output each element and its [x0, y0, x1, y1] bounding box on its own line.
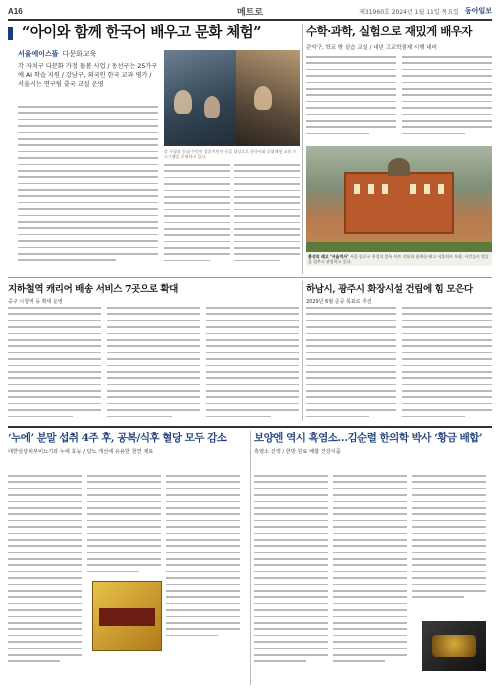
kicker-sub: 다문화교육 — [62, 50, 97, 58]
article-main-photo — [164, 50, 300, 146]
ad-silkworm-kicker: 대한임상피부비뇨기과 누에 효능 / 당뇨 개선에 유용한 천연 재료 — [8, 449, 154, 455]
article-hanam-headline: 하남시, 광주시 화장시설 건립에 힘 모은다 — [306, 284, 473, 295]
lego-station-photo — [306, 146, 492, 266]
section-title: 메트로 — [236, 7, 264, 18]
article-main-kicker — [18, 49, 96, 59]
article-hanam-kicker: 2029년 6월 준공 목표로 추진 — [306, 299, 372, 305]
lego-caption-text: 서울 종로구 홍성의 블록 아트 작품과 함께한 레고 서울역사 모형. 시민들이 발길을 멈추고 관람하고 있다. — [308, 253, 489, 264]
article-subway-body — [8, 307, 299, 422]
column-divider — [302, 281, 303, 421]
ad-silkworm — [8, 431, 246, 685]
article-subway-kicker: 중구 시청역 등 확대 운영 — [8, 299, 63, 305]
article-main-subhead: 각 자치구 다문화 가정 돌봄 사업 / 동선구는 25가구에 AI 학습 지원 / 강남구, 외국인 한국 교과 평가 / 서울시는 연구팀 출국 교실 운영 — [18, 63, 158, 88]
ad-section-divider — [8, 426, 492, 428]
article-main-caption: 각 구청과 동네 주민이 결혼이민자 등을 대상으로 한국어와 문화체험 교육 프로그램을 운영하고 있다. — [164, 149, 297, 160]
article-main-headline: “아이와 함께 한국어 배우고 문화 체험” — [22, 24, 261, 41]
article-subway — [8, 281, 300, 421]
article-science-kicker: 관악구, 학교 밖 실습 교실 / 내년 고교학점제 시행 대비 — [306, 45, 437, 51]
headline-accent — [8, 27, 13, 40]
page-number: A16 — [8, 6, 23, 16]
product-image-black-goat — [422, 621, 486, 671]
row-divider — [8, 277, 492, 278]
newspaper-brand: 동아일보 — [464, 7, 492, 15]
lego-photo-caption — [306, 252, 492, 266]
article-main-body-col3 — [234, 164, 300, 266]
article-science-headline: 수학·과학, 실험으로 재밌게 배우자 — [306, 24, 473, 38]
article-science — [306, 24, 492, 274]
page-header — [8, 4, 492, 18]
column-divider — [302, 24, 303, 274]
header-rule — [8, 19, 492, 21]
kicker-label: 서울에이스뜰 — [18, 50, 59, 58]
ad-black-goat-headline: 보양엔 역시 흑염소…김순렬 한의학 박사 ‘황금 배합’ — [254, 432, 483, 444]
ad-silkworm-headline: ‘누에’ 분말 섭취 4주 후, 공복/식후 혈당 모두 감소 — [8, 432, 227, 444]
article-science-body-col1 — [306, 56, 396, 139]
article-hanam-body — [306, 307, 492, 422]
ad-black-goat — [254, 431, 492, 685]
product-image-silkworm — [92, 581, 162, 651]
article-science-body-col2 — [402, 56, 492, 139]
lego-caption-title: 홍성의 레고 ‘서울역사’ — [308, 253, 349, 259]
column-divider — [250, 431, 251, 685]
ad-black-goat-kicker: 흑염소 진액 / 한방 원료 배합 건강식품 — [254, 449, 341, 455]
article-subway-headline: 지하철역 캐리어 배송 서비스 7곳으로 확대 — [8, 284, 178, 295]
article-hanam — [306, 281, 492, 421]
article-main-body — [18, 106, 158, 266]
article-main-body-col2 — [164, 164, 230, 266]
issue-meta: 제31960호 2024년 1월 11일 목요일 — [359, 8, 459, 16]
article-main — [8, 24, 300, 274]
